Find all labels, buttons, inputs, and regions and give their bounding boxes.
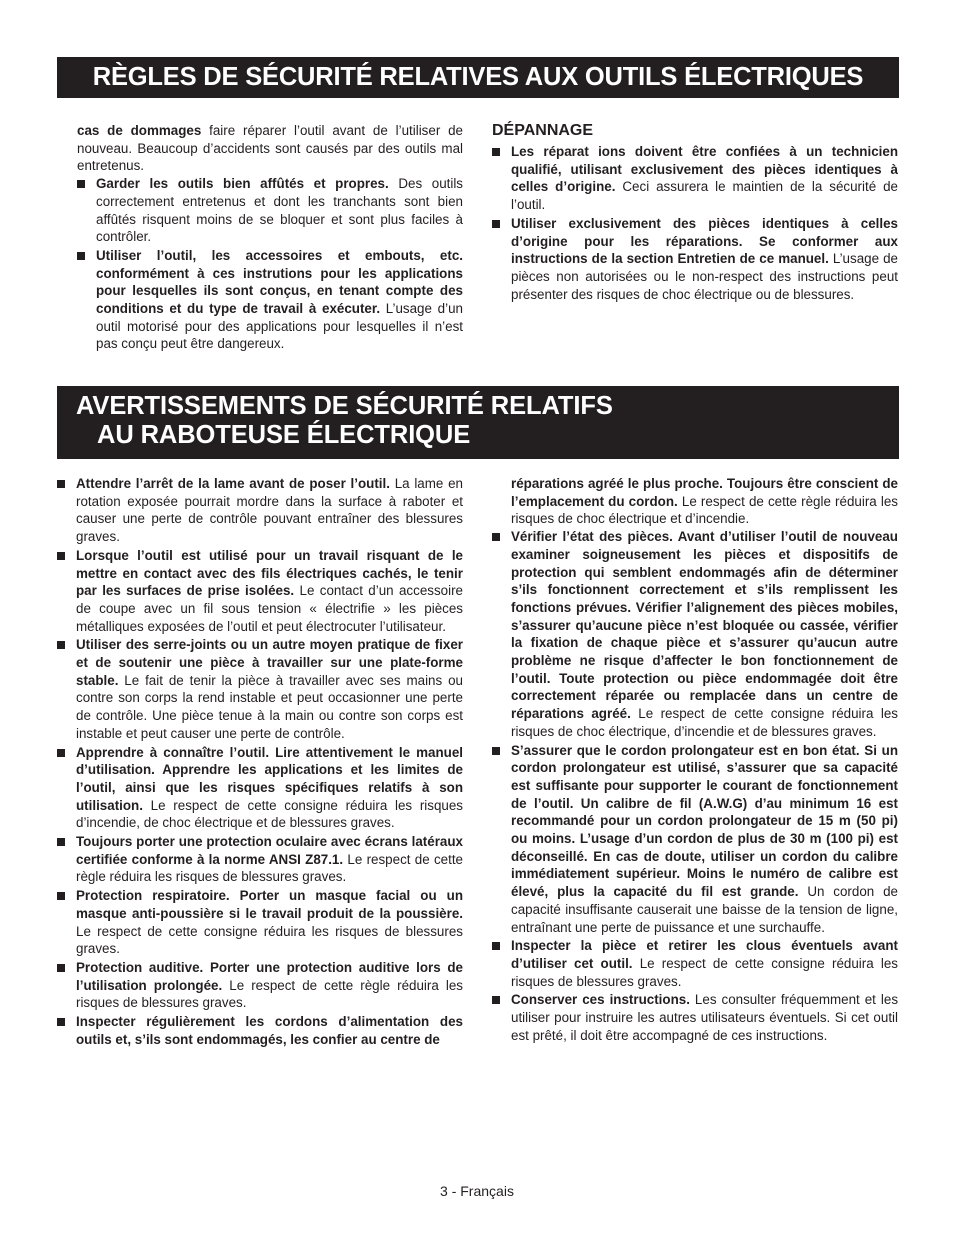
bold-lead: Protection auditive. Porter une protection auditive lors de l’utilisation prolongée. (76, 959, 463, 993)
section-title-banner-2 (57, 386, 899, 459)
square-bullet-icon (492, 942, 500, 950)
continuation-paragraph (77, 122, 463, 175)
square-bullet-icon (57, 641, 65, 649)
bold-lead: cas de dommages (77, 123, 202, 138)
bold-lead: Utiliser l’outil, les accessoires et embouts, etc. conformément à ces instrutions pour les applications pour lesquelles ils sont conçus, en tenant compte des conditions et du type de travail à exécuter. (96, 247, 463, 317)
bold-lead: Toujours porter une protection oculaire avec écrans latéraux certifiée conforme à la norme ANSI Z87.1. (76, 834, 463, 867)
bullet-item (492, 528, 898, 740)
square-bullet-icon (492, 220, 500, 228)
body-text: Le respect de cette consigne réduira les risques d’incendie, de choc électrique et de blessures graves. (76, 797, 463, 831)
bottom-left-column (57, 475, 463, 1050)
bottom-right-column (492, 475, 898, 1046)
square-bullet-icon (57, 964, 65, 972)
top-right-column (492, 122, 898, 304)
bullet-item (492, 215, 898, 304)
square-bullet-icon (57, 838, 65, 846)
bullet-item (57, 636, 463, 742)
bold-lead: Utiliser des serre-joints ou un autre moyen pratique de fixer et de soutenir une pièce à travailler sur une plate-forme stable. (76, 637, 463, 688)
body-text: Le contact d’un accessoire de coupe avec un fil sous tension « électrifie » les pièces métalliques exposées de l’outil et peut électrocuter l’utilisateur. (76, 583, 463, 634)
body-text: Des outils correctement entretenus et dont les tranchants sont bien affûtés risquent moins de se bloquer et sont plus faciles à contrôler. (96, 176, 464, 245)
bold-lead: Attendre l’arrêt de la lame avant de poser l’outil. (76, 476, 390, 491)
bullet-item (57, 887, 463, 958)
body-text: Le respect de cette consigne réduira les risques de choc électrique, d’incendie et de blessures graves. (511, 706, 898, 739)
bold-lead: réparations agréé le plus proche. Toujours être conscient de l’emplacement du cordon. (511, 476, 898, 509)
bullet-item (57, 547, 463, 636)
bullet-item (492, 742, 898, 937)
bold-lead: S’assurer que le cordon prolongateur est en bon état. Si un cordon prolongateur est utilisé, s’assurer que sa capacité est suffisante pour supporter le courant de fonctionnement de l’outil. Un calibre de fil (A.W.G) d’au minimum 16 est recommandé pour un cordon prolongateur de 15 m (50 pi) ou moins. L’usage d’un cordon de plus de 30 m (100 pi) est déconseillé. En cas de doute, utiliser un cordon du calibre immédiatement supérieur. Moins le numéro de calibre est élevé, plus la capacité du fil est grande. (511, 742, 898, 900)
square-bullet-icon (57, 749, 65, 757)
bullet-item (57, 833, 463, 886)
bullet-item (77, 175, 463, 246)
body-text: Le respect de cette consigne réduira les risques de blessures graves. (511, 955, 898, 989)
square-bullet-icon (492, 148, 500, 156)
square-bullet-icon (57, 1018, 65, 1026)
square-bullet-icon (492, 533, 500, 541)
bold-lead: Inspecter régulièrement les cordons d’alimentation des outils et, s’ils sont endommagés, les confier au centre de (76, 1014, 463, 1047)
body-text: Le fait de tenir la pièce à travailler avec ses mains ou contre son corps la rend instable et peut occasionner une perte de contrôle. Une pièce tenue à la main ou contre son corps est instable et peut causer une perte de contrôle. (76, 672, 463, 741)
bold-lead: Inspecter la pièce et retirer les clous éventuels avant d’utiliser cet outil. (511, 938, 898, 971)
body-text: L’usage de pièces non autorisées ou le non-respect des instructions peut présenter des risques de choc électrique ou de blessures. (511, 251, 898, 302)
section-title-line-2: AU RABOTEUSE ÉLECTRIQUE (97, 421, 471, 449)
depannage-heading: DÉPANNAGE (492, 122, 594, 139)
body-text: faire réparer l’outil avant de l’utiliser de nouveau. Beaucoup d’accidents sont causés par des outils mal entretenus. (77, 123, 463, 174)
bold-lead: Apprendre à connaître l’outil. Lire attentivement le manuel d’utilisation. Apprendre les applications et les limites de l’outil, ainsi que les risques spécifiques relatifs à son utilisation. (76, 744, 463, 813)
square-bullet-icon (57, 480, 65, 488)
bold-lead: Les réparat ions doivent être confiées à un technicien qualifié, utilisant exclusivement des pièces identiques à celles d’origine. (511, 144, 898, 195)
bullet-item (77, 247, 463, 353)
square-bullet-icon (77, 180, 85, 188)
bold-lead: Protection respiratoire. Porter un masque facial ou un masque anti-poussière si le travail produit de la poussière. (76, 888, 463, 921)
square-bullet-icon (57, 892, 65, 900)
continuation-paragraph (492, 475, 898, 528)
bullet-item (57, 475, 463, 546)
page-number: 3 - Français (440, 1183, 514, 1199)
bullet-item (57, 959, 463, 1012)
bullet-item (492, 143, 898, 214)
bold-lead: Lorsque l’outil est utilisé pour un travail risquant de le mettre en contact avec des fils électriques cachés, le tenir par les surfaces de prise isolées. (76, 547, 463, 599)
body-text: Le respect de cette règle réduira les risques de blessures graves. (76, 977, 463, 1011)
bullet-item (57, 744, 463, 833)
body-text: Le respect de cette consigne réduira les risques de blessures graves. (76, 923, 463, 957)
body-text: Un cordon de capacité insuffisante causerait une baisse de la tension de ligne, entraînant une perte de puissance et une surchauffe. (511, 884, 898, 935)
bold-lead: Utiliser exclusivement des pièces identiques à celles d’origine pour les réparations. Se conformer aux instructions de la section Entretien de ce manuel. (511, 215, 898, 267)
square-bullet-icon (77, 252, 85, 260)
square-bullet-icon (57, 552, 65, 560)
square-bullet-icon (492, 747, 500, 755)
body-text: La lame en rotation exposée pourrait mordre dans la surface à raboter et causer une perte de contrôle pouvant entraîner des blessures graves. (76, 476, 463, 545)
body-text: Ceci assurera le maintien de la sécurité de l’outil. (511, 179, 898, 213)
section-title-line-1: AVERTISSEMENTS DE SÉCURITÉ RELATIFS (76, 392, 613, 420)
top-left-column (77, 122, 463, 354)
body-text: L’usage d’un outil motorisé pour des applications pour lesquelles il n’est pas conçu peut être dangereux. (96, 301, 463, 352)
body-text: Le respect de cette règle réduira les risques de choc électrique et d’incendie. (511, 493, 898, 527)
bullet-item (492, 991, 898, 1044)
bold-lead: Garder les outils bien affûtés et propres. (96, 176, 389, 192)
bullet-item (57, 1013, 463, 1048)
square-bullet-icon (492, 996, 500, 1004)
bold-lead: Vérifier l’état des pièces. Avant d’utiliser l’outil de nouveau examiner soigneusement les pièces et dispositifs de protection qui semblent endommagés afin de déterminer s’ils fonctionnent correctement et s’ils remplissent les fonctions prévues. Vérifier l’alignement des pièces mobiles, s’assurer qu’aucune pièce n’est bloquée ou cassée, vérifier la fixation de chaque pièce et s’assurer qu’aucun autre problème ne risque d’affecter le bon fonctionnement de l’outil. Toute protection ou pièce endommagée doit être correctement réparée ou remplacée dans un centre de réparations agréé. (511, 529, 898, 722)
body-text: Les consulter fréquemment et les utiliser pour instruire les autres utilisateurs éventuels. Si cet outil est prêté, il doit être accompagné de ces instructions. (511, 992, 899, 1043)
bullet-item (492, 937, 898, 990)
section-title-banner (57, 57, 899, 98)
body-text: Le respect de cette règle réduira les risques de blessures graves. (76, 851, 463, 885)
section-title: RÈGLES DE SÉCURITÉ RELATIVES AUX OUTILS ÉLECTRIQUES (92, 63, 864, 91)
bold-lead: Conserver ces instructions. (511, 992, 690, 1008)
